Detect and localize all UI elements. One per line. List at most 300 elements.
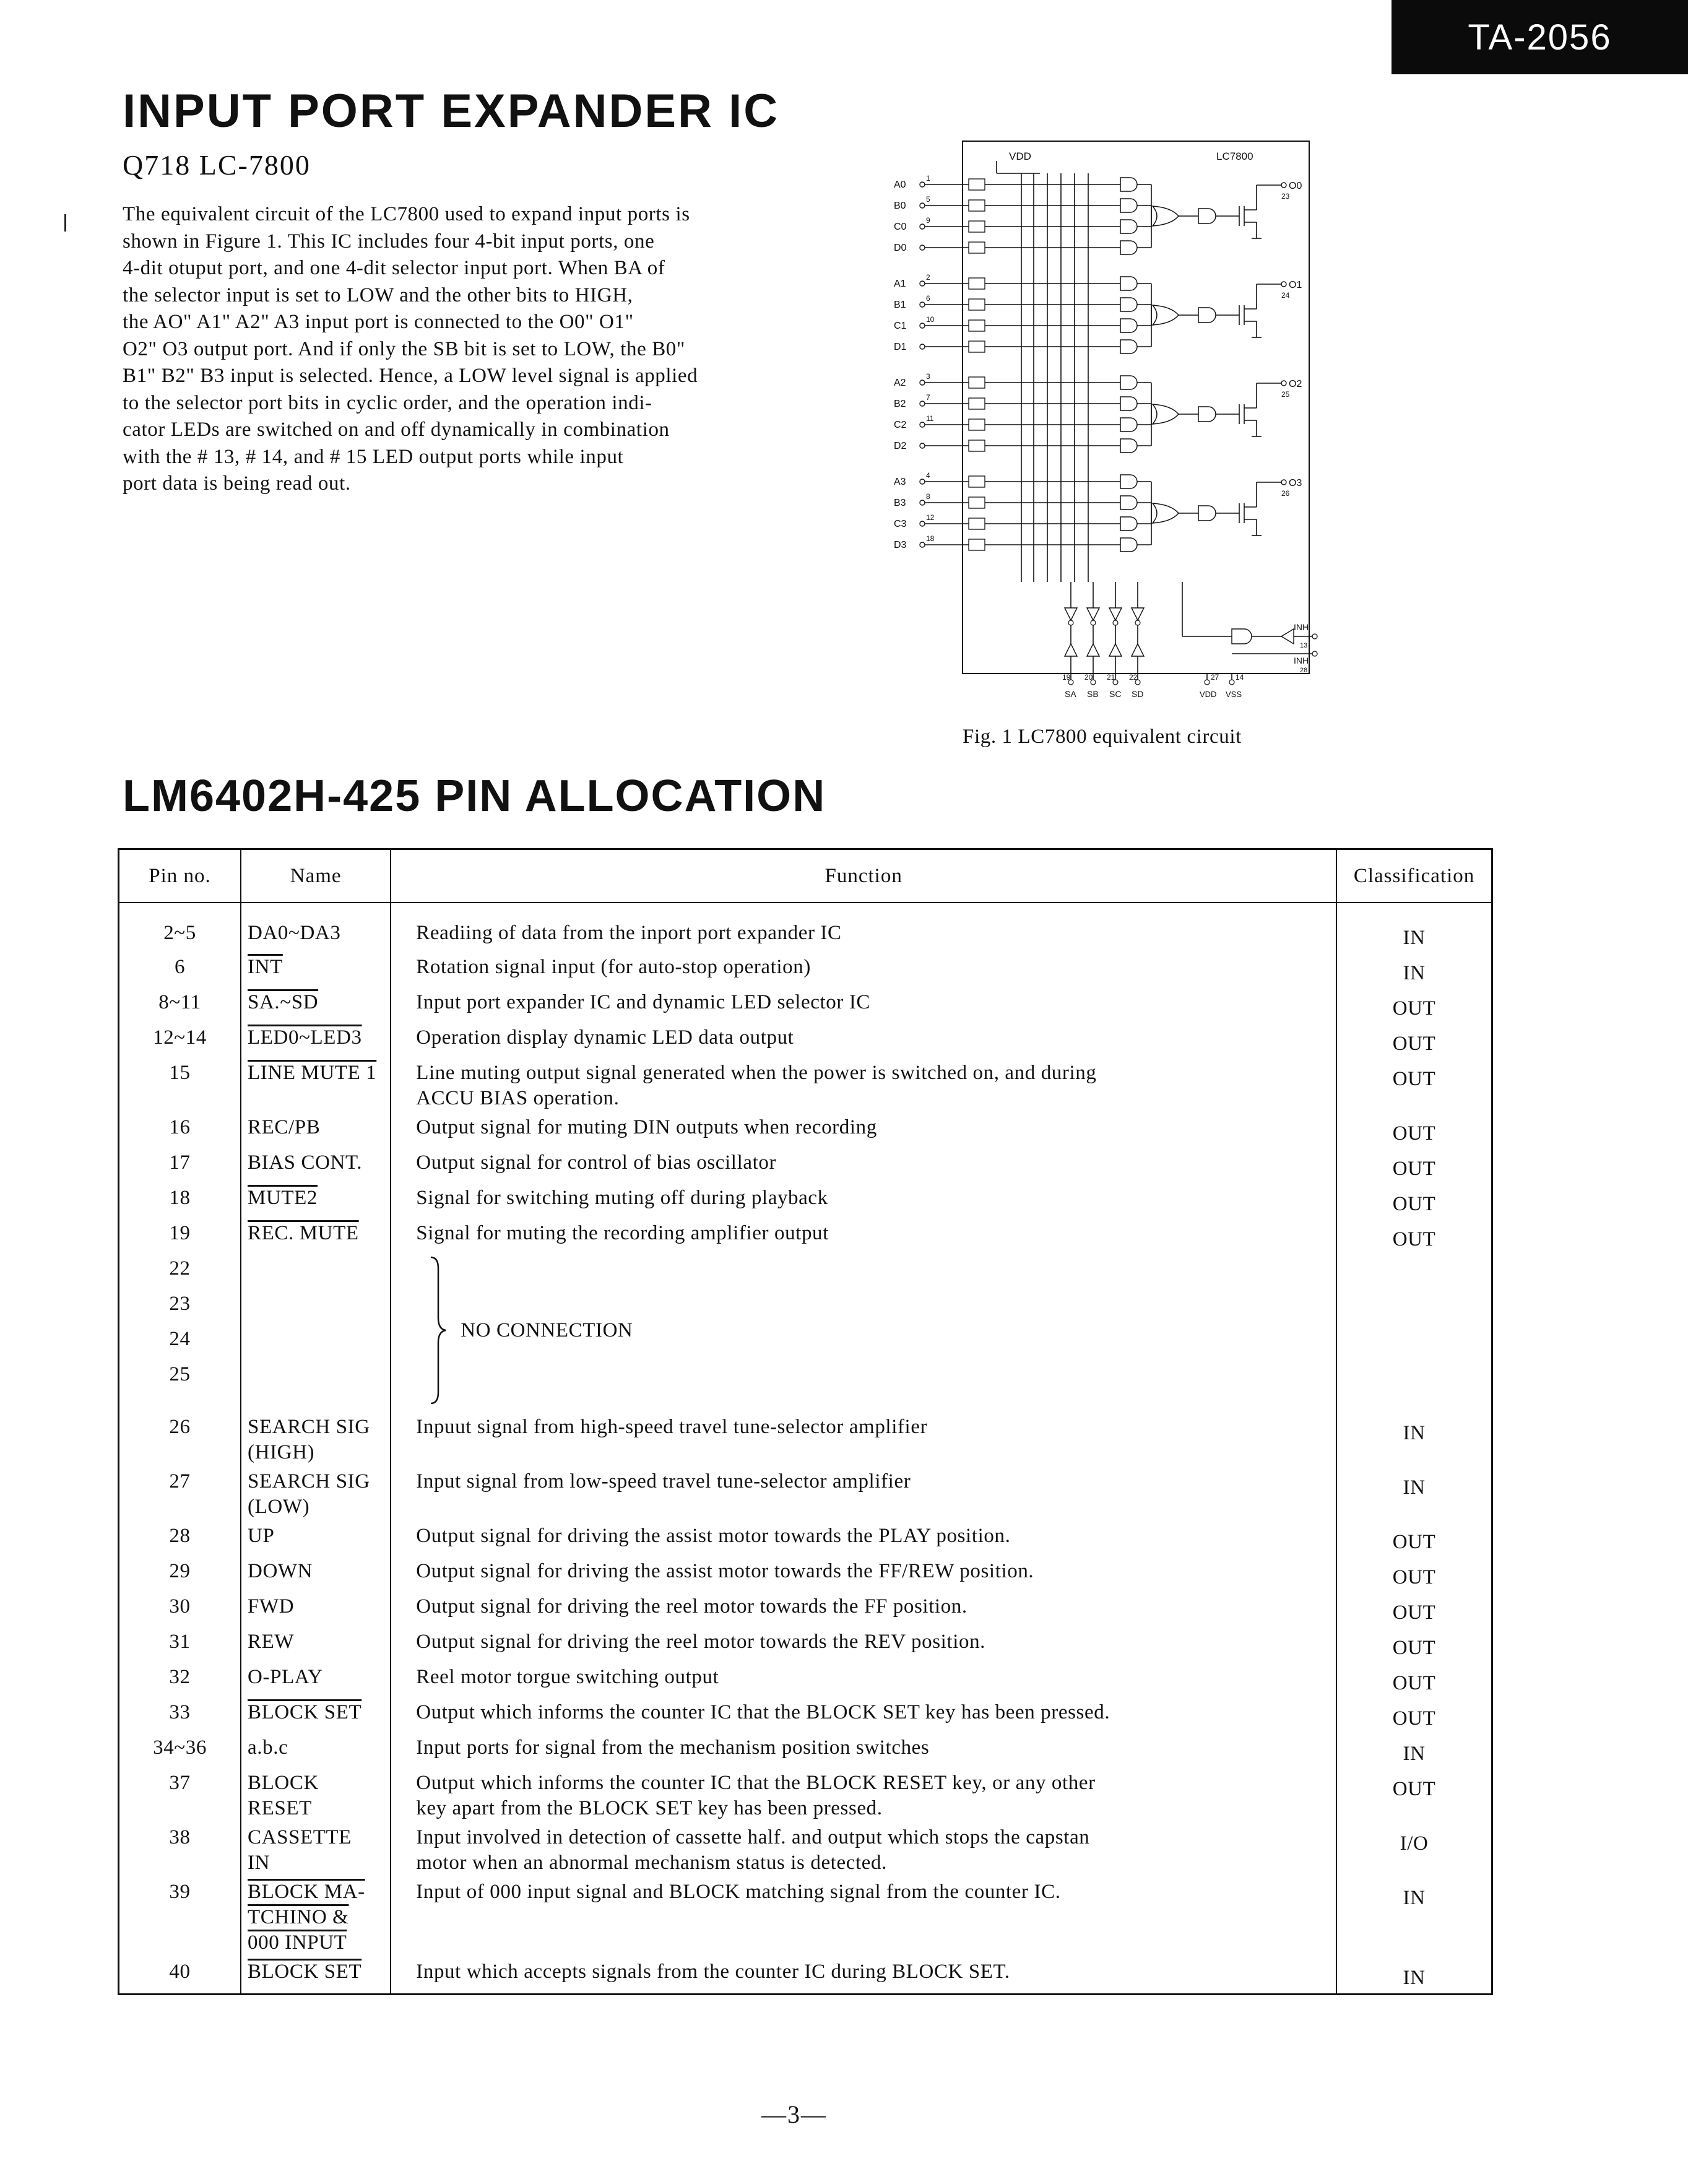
no-connection-label: NO CONNECTION: [461, 1319, 633, 1341]
chip-label: LC7800: [1216, 150, 1253, 162]
function-cell: [391, 1878, 1336, 1958]
inh-bar-label: INH: [1294, 656, 1309, 665]
inh-pin-number: 28: [1300, 667, 1308, 674]
inverter-bubble: [1135, 620, 1140, 625]
input-pin: [920, 443, 925, 448]
pin-number: 31: [169, 1631, 191, 1653]
pin-number: 12~14: [153, 1026, 207, 1049]
table-row: [119, 1468, 1492, 1522]
classification: IN: [1403, 927, 1426, 949]
or-gate: [1153, 206, 1179, 226]
function-text: Input ports for signal from the mechanism position switches: [416, 1736, 930, 1759]
brace-mark: [427, 1256, 452, 1405]
classification-cell: [1336, 1184, 1492, 1220]
pin-cell: [119, 1628, 241, 1663]
pin-cell: [119, 1059, 241, 1114]
table-row: [119, 1522, 1492, 1558]
function-cell: [391, 1114, 1336, 1149]
input-pin: [920, 344, 925, 349]
input-pin-number: 9: [926, 216, 930, 225]
function-cell: [391, 1734, 1336, 1769]
name-cell: [241, 1468, 391, 1522]
input-label: A1: [894, 279, 906, 289]
input-label: D2: [894, 441, 907, 451]
or-gate: [1153, 305, 1179, 325]
pin-name: REC/PB: [248, 1116, 321, 1138]
classification-cell: [1336, 1149, 1492, 1184]
pin-name: $\overline{INT}$: [248, 956, 283, 978]
pin-cell: [119, 1958, 241, 1995]
name-cell: [241, 1059, 391, 1114]
table-row: [119, 1769, 1492, 1824]
name-cell: [241, 1558, 391, 1593]
selector-pin-number: 22: [1129, 673, 1138, 682]
table-row: [119, 1184, 1492, 1220]
pin-name: MUTE2: [248, 1187, 318, 1209]
function-text-cont: motor when an abnormal mechanism status is detected.: [416, 1852, 887, 1874]
table-row: [119, 1958, 1492, 1995]
table-row: [119, 1663, 1492, 1699]
function-cell: [391, 1220, 1336, 1255]
inverter: [1065, 644, 1077, 656]
input-transistor: [969, 539, 985, 550]
inverter-bubble: [1068, 620, 1073, 625]
input-pin: [920, 245, 925, 250]
classification: OUT: [1392, 1707, 1436, 1730]
pin-name-cont: (HIGH): [248, 1441, 315, 1463]
nand-gate: [1120, 340, 1137, 353]
name-cell: [241, 1878, 391, 1958]
header-name: Name: [241, 849, 391, 903]
output-pin-number: 26: [1281, 489, 1290, 498]
name-cell: [241, 1824, 391, 1878]
paragraph-line: to the selector port bits in cyclic order, and the operation indi-: [123, 391, 652, 414]
or-gate: [1153, 503, 1179, 523]
input-pin: [920, 521, 925, 526]
pin-name: DOWN: [248, 1560, 313, 1582]
pin-number: 17: [169, 1151, 191, 1174]
power-pin-number: 27: [1211, 673, 1219, 682]
name-cell: [241, 1149, 391, 1184]
table-row: [119, 1220, 1492, 1255]
name-cell: [241, 989, 391, 1024]
input-label: B0: [894, 201, 906, 211]
output-pin: [1281, 381, 1286, 386]
input-pin-number: 18: [926, 534, 935, 543]
function-text: Reel motor torgue switching output: [416, 1666, 719, 1688]
table-row: [119, 1558, 1492, 1593]
function-cell: [391, 1149, 1336, 1184]
input-transistor: [969, 419, 985, 430]
function-text: Output signal for driving the assist motor towards the FF/REW position.: [416, 1560, 1034, 1582]
selector-pin-number: 19: [1062, 673, 1071, 682]
function-text: Output which informs the counter IC that the BLOCK SET key has been pressed.: [416, 1701, 1110, 1723]
output-pin: [1281, 282, 1286, 287]
pin-number: 18: [169, 1187, 191, 1209]
classification: OUT: [1392, 1193, 1436, 1215]
classification: OUT: [1392, 1228, 1436, 1250]
input-transistor: [969, 377, 985, 388]
function-text: Line muting output signal generated when the power is switched on, and during: [416, 1062, 1097, 1084]
input-pin-number: 1: [926, 174, 930, 183]
pin-name: REW: [248, 1631, 295, 1653]
input-pin: [920, 422, 925, 427]
function-cell: [391, 1558, 1336, 1593]
function-cell: [391, 1824, 1336, 1878]
paragraph-line: port data is being read out.: [123, 472, 351, 495]
nand-gate: [1120, 199, 1137, 212]
input-pin: [920, 224, 925, 229]
classification: IN: [1403, 1476, 1426, 1499]
pin-name: BIAS CONT.: [248, 1151, 363, 1174]
function-text: Readiing of data from the inport port expander IC: [416, 922, 842, 944]
pin-cell: [119, 1220, 241, 1255]
function-text: Rotation signal input (for auto-stop operation): [416, 956, 811, 978]
nand-gate: [1120, 475, 1137, 488]
classification-cell: [1336, 1593, 1492, 1628]
vdd-pin-label: VDD: [1200, 690, 1217, 699]
classification-cell: [1336, 1024, 1492, 1059]
function-text: Input of 000 input signal and BLOCK matching signal from the counter IC.: [416, 1881, 1061, 1903]
pin-name: DA0~DA3: [248, 922, 341, 944]
output-label: O2: [1289, 379, 1302, 389]
section-title-input-port-expander: INPUT PORT EXPANDER IC: [123, 85, 780, 137]
function-text: Inpuut signal from high-speed travel tune-selector amplifier: [416, 1416, 928, 1438]
pin-number: 15: [169, 1062, 191, 1084]
classification: IN: [1403, 1743, 1426, 1765]
name-cell: [241, 1699, 391, 1734]
classification-cell: [1336, 1734, 1492, 1769]
pin-name-cont: IN: [248, 1852, 271, 1874]
pin-number: 37: [169, 1772, 191, 1794]
input-pin-number: 8: [926, 492, 930, 501]
input-pin-number: 7: [926, 393, 930, 402]
function-text: Signal for muting the recording amplifier output: [416, 1222, 829, 1244]
pin-cell: [119, 1149, 241, 1184]
table-row: [119, 1149, 1492, 1184]
classification-cell: [1336, 1824, 1492, 1878]
name-cell: [241, 1024, 391, 1059]
classification: OUT: [1392, 1601, 1436, 1624]
classification-cell: [1336, 1878, 1492, 1958]
input-transistor: [969, 299, 985, 310]
input-pin: [920, 182, 925, 187]
input-pin-number: 2: [926, 273, 930, 282]
function-cell: [391, 1593, 1336, 1628]
doc-code-badge: TA-2056: [1392, 0, 1688, 74]
inverter: [1109, 608, 1122, 620]
input-pin: [920, 500, 925, 505]
classification-cell: [1336, 1958, 1492, 1995]
classification-cell: [1336, 1522, 1492, 1558]
table-row: [119, 1878, 1492, 1958]
classification: OUT: [1392, 1531, 1436, 1553]
and-gate: [1198, 506, 1216, 521]
classification: OUT: [1392, 1033, 1436, 1055]
input-transistor: [969, 476, 985, 487]
pin-cell: [119, 1468, 241, 1522]
paragraph-line: O2" O3 output port. And if only the SB bit is set to LOW, the B0": [123, 337, 685, 360]
input-pin-number: 10: [926, 315, 935, 324]
pin-name: a.b.c: [248, 1736, 288, 1759]
pin-name: BLOCK SET: [248, 1701, 362, 1723]
name-cell: [241, 1522, 391, 1558]
paragraph-line: shown in Figure 1. This IC includes four 4-bit input ports, one: [123, 230, 655, 253]
pin-number: 25: [169, 1363, 191, 1385]
classification: OUT: [1392, 1637, 1436, 1659]
classification-cell: [1336, 1220, 1492, 1255]
nand-gate: [1120, 178, 1137, 191]
function-text: Output signal for control of bias oscillator: [416, 1151, 777, 1174]
table-row: [119, 1593, 1492, 1628]
output-pin-number: 23: [1281, 192, 1290, 201]
pin-cell: [119, 903, 241, 953]
function-cell: [391, 989, 1336, 1024]
inverter: [1132, 644, 1144, 656]
classification-cell: [1336, 1769, 1492, 1824]
input-transistor: [969, 440, 985, 451]
input-label: B3: [894, 498, 906, 508]
input-transistor: [969, 518, 985, 529]
pin-number: 23: [169, 1293, 191, 1315]
name-cell: [241, 1734, 391, 1769]
name-cell: [241, 1220, 391, 1255]
pin-allocation-table: [118, 848, 1493, 1995]
table-row: [119, 1059, 1492, 1114]
and-gate: [1198, 407, 1216, 422]
function-cell: [391, 1413, 1336, 1468]
classification: OUT: [1392, 1566, 1436, 1588]
function-cell: [391, 1184, 1336, 1220]
function-text: Input which accepts signals from the counter IC during BLOCK SET.: [416, 1961, 1010, 1983]
inverter: [1132, 608, 1144, 620]
input-pin: [920, 380, 925, 385]
pin-number: 27: [169, 1470, 191, 1493]
name-cell: [241, 1114, 391, 1149]
table-row: [119, 1824, 1492, 1878]
section-title-pin-allocation: LM6402H-425 PIN ALLOCATION: [123, 771, 826, 821]
table-row: [119, 1734, 1492, 1769]
output-label: O0: [1289, 181, 1302, 191]
pin-name-cont: 000 INPUT: [248, 1931, 347, 1954]
power-pin: [1205, 680, 1210, 685]
nand-gate: [1120, 376, 1137, 389]
paragraph-line: 4-dit otuput port, and one 4-dit selector input port. When BA of: [123, 257, 665, 279]
nand-gate: [1120, 220, 1137, 233]
input-transistor: [969, 179, 985, 190]
name-cell: [241, 1958, 391, 1995]
pin-name-cont: (LOW): [248, 1496, 310, 1518]
pin-number: 16: [169, 1116, 191, 1138]
pin-cell: [119, 1114, 241, 1149]
table-row: [119, 1628, 1492, 1663]
function-text: Output signal for muting DIN outputs when recording: [416, 1116, 877, 1138]
function-text: Operation display dynamic LED data output: [416, 1026, 794, 1049]
inverter: [1087, 644, 1099, 656]
table-header-row: [119, 849, 1492, 903]
input-label: B2: [894, 399, 906, 409]
pin-number: 2~5: [163, 922, 196, 944]
input-label: C3: [894, 519, 907, 529]
input-pin: [920, 542, 925, 547]
selector-label: SD: [1132, 689, 1144, 699]
nand-gate: [1120, 496, 1137, 509]
function-cell: [391, 1522, 1336, 1558]
inverter: [1087, 608, 1099, 620]
classification-cell: [1336, 953, 1492, 989]
inverter-bubble: [1113, 620, 1118, 625]
pin-name: SEARCH SIG: [248, 1470, 370, 1493]
table-row: [119, 953, 1492, 989]
pin-cell: [119, 1734, 241, 1769]
pin-name-cont: TCHINO &: [248, 1906, 349, 1928]
name-cell: [241, 1663, 391, 1699]
pin-number: 8~11: [158, 991, 201, 1013]
function-cell: [391, 953, 1336, 989]
paragraph-line: The equivalent circuit of the LC7800 used to expand input ports is: [123, 203, 690, 225]
input-label: D3: [894, 540, 907, 550]
pin-number: 24: [169, 1328, 191, 1350]
function-text: Input involved in detection of cassette half. and output which stops the capstan: [416, 1826, 1090, 1848]
classification: I/O: [1400, 1832, 1429, 1855]
pin-number: 34~36: [153, 1736, 207, 1759]
classification: OUT: [1392, 1122, 1436, 1145]
input-label: B1: [894, 300, 906, 310]
and-gate: [1198, 209, 1216, 223]
pin-name: REC. MUTE: [248, 1222, 359, 1244]
pin-number: 19: [169, 1222, 191, 1244]
input-pin: [920, 203, 925, 208]
nand-gate: [1120, 538, 1137, 552]
input-pin-number: 6: [926, 294, 930, 303]
inverter: [1065, 608, 1077, 620]
table-row: [119, 1024, 1492, 1059]
pin-name: SEARCH SIG: [248, 1416, 370, 1438]
pin-number: 39: [169, 1881, 191, 1903]
name-cell: [241, 1413, 391, 1468]
nand-gate: [1120, 298, 1137, 311]
pin-cell: [119, 953, 241, 989]
nand-gate: [1120, 517, 1137, 531]
nand-gate: [1120, 277, 1137, 290]
vss-pin-label: VSS: [1226, 690, 1242, 699]
margin-mark: [64, 214, 66, 232]
classification: IN: [1403, 1422, 1426, 1444]
function-cell: [391, 1663, 1336, 1699]
output-pin: [1281, 480, 1286, 485]
input-transistor: [969, 221, 985, 232]
input-pin: [920, 323, 925, 328]
pin-number: 29: [169, 1560, 191, 1582]
function-text-cont: ACCU BIAS operation.: [416, 1087, 620, 1109]
inverter-bubble: [1091, 620, 1096, 625]
selector-label: SC: [1109, 689, 1122, 699]
pin-cell: [119, 989, 241, 1024]
input-pin: [920, 302, 925, 307]
input-pin-number: 5: [926, 195, 930, 204]
classification: OUT: [1392, 1778, 1436, 1800]
pin-number: 40: [169, 1961, 191, 1983]
input-pin-number: 11: [926, 414, 934, 423]
selector-label: SB: [1087, 689, 1099, 699]
inh-gate: [1232, 629, 1252, 644]
pin-number: 22: [169, 1257, 191, 1280]
input-label: C1: [894, 321, 907, 331]
function-cell: [391, 1059, 1336, 1114]
function-cell: [391, 1769, 1336, 1824]
header-function: Function: [391, 849, 1336, 903]
classification: OUT: [1392, 997, 1436, 1020]
name-cell: [241, 1593, 391, 1628]
paragraph-line: the AO" A1" A2" A3 input port is connected to the O0" O1": [123, 311, 634, 333]
input-label: D1: [894, 342, 907, 352]
output-label: O3: [1289, 478, 1302, 488]
inh-pin: [1312, 651, 1317, 656]
paragraph-line: the selector input is set to LOW and the other bits to HIGH,: [123, 284, 633, 306]
input-label: A0: [894, 180, 906, 190]
table-row: [119, 1413, 1492, 1468]
input-pin: [920, 479, 925, 484]
page-number: —3—: [761, 2100, 827, 2128]
name-cell: [241, 953, 391, 989]
classification: IN: [1403, 962, 1426, 984]
output-pin: [1281, 183, 1286, 188]
classification: OUT: [1392, 1158, 1436, 1180]
function-text: Output signal for driving the reel motor towards the FF position.: [416, 1595, 967, 1618]
classification-cell: [1336, 1255, 1492, 1413]
input-label: D0: [894, 243, 907, 253]
input-transistor: [969, 278, 985, 289]
input-label: C2: [894, 420, 907, 430]
function-cell: [391, 1024, 1336, 1059]
input-pin: [920, 281, 925, 286]
pin-name: BLOCK MA-: [248, 1881, 365, 1903]
pin-number: 33: [169, 1701, 191, 1723]
header-pin-no: Pin no.: [119, 849, 241, 903]
pin-number: 32: [169, 1666, 191, 1688]
input-transistor: [969, 242, 985, 253]
table-row: [119, 1699, 1492, 1734]
pin-name: BLOCK SET: [248, 1961, 362, 1983]
pin-cell: [119, 1663, 241, 1699]
function-cell: [391, 903, 1336, 953]
name-cell: [241, 1255, 391, 1413]
pin-name: BLOCK: [248, 1772, 319, 1794]
classification-cell: [1336, 1558, 1492, 1593]
function-cell: [391, 1699, 1336, 1734]
name-cell: [241, 1184, 391, 1220]
input-label: A2: [894, 378, 906, 388]
paragraph-line: cator LEDs are switched on and off dynamically in combination: [123, 418, 670, 441]
inh-pin: [1312, 634, 1317, 639]
function-text: Signal for switching muting off during playback: [416, 1187, 828, 1209]
nand-gate: [1120, 418, 1137, 431]
selector-pin-number: 21: [1107, 673, 1115, 682]
function-text: Input port expander IC and dynamic LED selector IC: [416, 991, 871, 1013]
name-cell: [241, 1769, 391, 1824]
input-transistor: [969, 320, 985, 331]
input-label: A3: [894, 477, 906, 487]
nand-gate: [1120, 241, 1137, 254]
table-body: [119, 903, 1492, 1995]
classification-cell: [1336, 1663, 1492, 1699]
pin-cell: [119, 1024, 241, 1059]
pin-number: 6: [174, 956, 186, 978]
input-pin-number: 3: [926, 372, 930, 381]
pin-name: CASSETTE: [248, 1826, 352, 1848]
function-text: Input signal from low-speed travel tune-selector amplifier: [416, 1470, 911, 1493]
table-row: [119, 989, 1492, 1024]
